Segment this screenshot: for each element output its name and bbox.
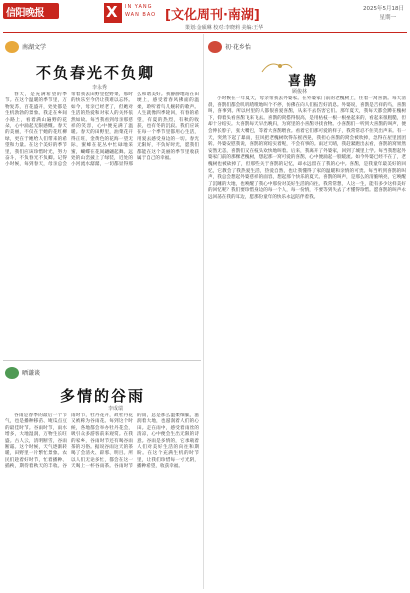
article-body: 春天，是充满希望的季节。在这个温暖的季节里，万物复苏，百花盛开，处处都是生机勃勃的景象。我走在乡间小路上，看着满山遍野的花朵，心中涌起无限感慨。春天的美丽，不仅在于她的花红柳绿，更在于她给人们带来的希望和力量。在这个美好的季节里，我们应该珍惜时光，努力奋斗，不负春光不负卿。记得小时候，每到春天，母亲总会带着我去田野里挖野菜，那时的快乐至今仍让我难以忘怀。如今，母亲已经老了，但她对生活的热爱和对家人的关怀依然如故。每当我看到母亲那慈祥的笑容，心中便充满了温暖。春天的田野里，油菜花开得正旺，金黄色的花海一望无际，蜜蜂在花丛中忙碌地采蜜，蝴蝶在花间翩翩起舞。远处的山峦披上了绿装，近处的小河流水潺潺，一切都显得那么和谐美好。我静静地站在田埂上，感受着春风拂面的温柔，聆听着鸟儿婉转的歌声。人生就像四季轮回，有春的希望，有夏的热烈，有秋的收获，也有冬的沉寂。我们应该在每一个季节里都用心生活，用爱去感受身边的一切。春光无限好，不负好时光，愿我们都能在这个美丽的季节里收获属于自己的幸福。: [5, 92, 199, 168]
editor-credits: 策划:金硕琳 校对:李晓莉 美编:王华: [185, 25, 264, 31]
tag-leaf-icon: [5, 367, 19, 379]
column-divider: [203, 34, 204, 589]
column-tag: [5, 366, 65, 380]
issue-date: 2025年5月18日: [363, 6, 404, 12]
article-title: 多情的谷雨: [60, 387, 146, 405]
column-tag-label: 晒谦谈: [22, 370, 41, 377]
column-tag-label: 南湖文学: [22, 44, 47, 51]
tag-flower-icon: [5, 41, 19, 53]
article-divider: [3, 360, 201, 361]
x-logo-letter: X: [106, 3, 118, 21]
article-title: 不负春光不负卿: [36, 64, 156, 82]
article-byline: 顾俊林: [292, 89, 308, 95]
column-tag: [5, 40, 75, 54]
newspaper-logo: 信阳晚报: [6, 8, 44, 19]
masthead: [0, 0, 410, 36]
article-title: 喜鹊: [288, 74, 319, 89]
column-tag: [208, 40, 288, 54]
article-byline: 李永秀: [92, 85, 108, 91]
header-rule: [3, 32, 407, 33]
article-byline: 李成瑞: [108, 406, 124, 412]
article-body: 小时候在一年夏天，母亲带我去外婆家。在外婆家门前的老槐树上，住着一窝喜鹊。每天清晨，喜鹊们都会叽叽喳喳地叫个不停，仿佛在向人们报告好消息。外婆说，喜鹊是吉祥的鸟，喜鹊叫，喜事到。所以村里的人都很喜爱喜鹊，从来不去伤害它们。那年夏天，我每天都会蹲在槐树下，仰着头看喜鹊飞来飞去。喜鹊的窝搭得很高，是用枯枝一根一根垒起来的，看起来很粗糙，但却十分结实。大喜鹊每天早出晚归，为窝里的小喜鹊寻找食物。小喜鹊们一听到大喜鹊的叫声，便会伸长脖子，张大嘴巴，等着大喜鹊喂食。看着它们那可爱的样子，我常常忍不住笑出声来。有一天，突然下起了暴雨，狂风把老槐树吹得东摇西晃，我担心喜鹊的窝会被吹掉，急得在屋里团团转。外婆安慰我说，喜鹊的窝结实着呢，不会有事的。雨过天晴，我赶紧跑出去看，喜鹊的窝果然安然无恙，喜鹊们又在枝头欢快地叫着。后来，我离开了外婆家，回到了城里上学。每当我想起外婆家门前的那棵老槐树，想起那一窝可爱的喜鹊，心中便涌起一股暖流。如今外婆已经不在了，老槐树也被砍掉了，但那些关于喜鹊的记忆，却永远留在了我的心中。喜鹊，是我童年最美好的回忆，它教会了我热爱生活，热爱自然，也让我懂得了家的温暖和亲情的可贵。每当听到喜鹊的叫声，我总会想起外婆慈祥的面容，想起那个快乐的夏天。喜鹊的叫声，是那么的清脆响亮，它唤醒了沉睡的大地，也唤醒了我心中那份对美好生活的向往。我常常想，人这一生，能有多少这样美好的回忆呢？我们要珍惜身边的每一个人，每一份情，不要等到失去了才懂得珍惜。愿喜鹊的叫声永远回荡在我的耳边，愿那份童年的快乐永远陪伴着我。: [208, 96, 406, 200]
pinyin-line-1: IN YANG: [125, 4, 153, 10]
article-body: 谷雨是春季的最后一个节气，也是播种移苗、埯瓜点豆的最佳时节。谷雨时节，雨水增多，大地湿润，万物生长旺盛。古人云，清明断雪，谷雨断霜。这个时候，天气逐渐转暖，田野里一片繁忙景象。农民们趁着好时节，忙着播种、插秧，期待着秋天的丰收。谷雨时节，牡丹花开，故牡丹花又被称为谷雨花。每到这个时候，各地都会举办牡丹花会，吸引众多游客前来观赏。在我的家乡，谷雨时节还有喝谷雨茶的习俗。据说谷雨这天的茶喝了会清火、辟邪、明目。所以人们无论多忙，都会在这一天喝上一杯谷雨茶。谷雨时节的雨，总是那么温柔细腻，滋润着大地，也滋润着人们的心田。走在雨中，感受着雨丝的清凉，心中便会生出无限的诗意。谷雨是多情的，它承载着人们对美好生活的向往和期盼。在这个充满生机的时节里，让我们珍惜每一寸光阴，播种希望，收获幸福。: [5, 413, 199, 470]
issue-weekday: 星期一: [379, 15, 396, 21]
pinyin-line-2: WAN BAO: [125, 12, 157, 18]
tag-flower-icon: [208, 41, 222, 53]
section-title: [文化周刊·南湖]: [165, 8, 260, 23]
column-tag-label: 初·花乡怡: [225, 44, 251, 51]
